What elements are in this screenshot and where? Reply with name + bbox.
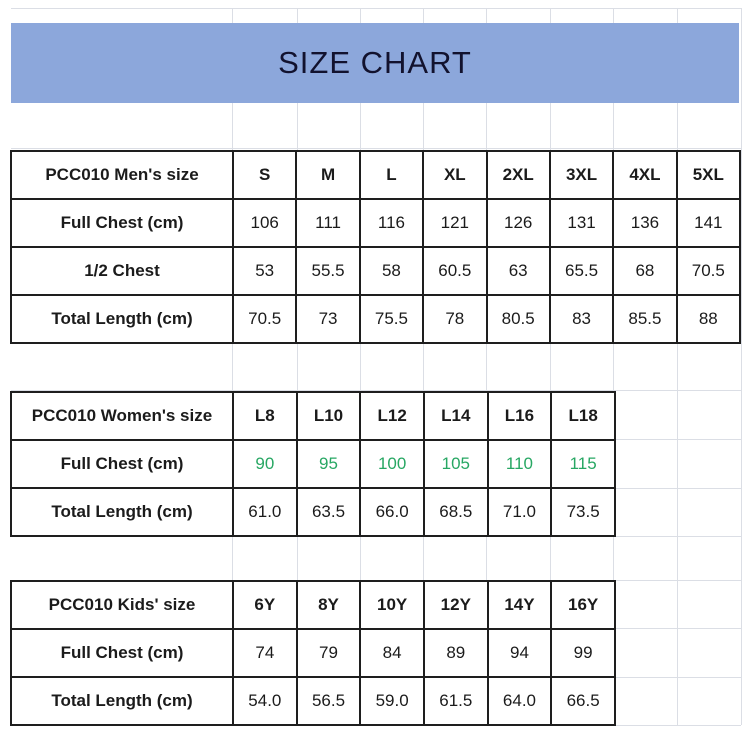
size-value-cell: 115 <box>551 440 615 488</box>
size-value-cell: 55.5 <box>296 247 359 295</box>
size-value-cell: 111 <box>296 199 359 247</box>
size-header-cell: L18 <box>551 392 615 440</box>
size-value-cell: 70.5 <box>677 247 740 295</box>
size-value-cell: 88 <box>677 295 740 343</box>
size-value-cell: 136 <box>613 199 676 247</box>
row-label-cell: 1/2 Chest <box>11 247 233 295</box>
size-value-cell: 58 <box>360 247 423 295</box>
size-header-cell: M <box>296 151 359 199</box>
size-header-cell: 10Y <box>360 581 424 629</box>
womens-size-table-grid <box>10 391 616 537</box>
size-value-cell: 66.5 <box>551 677 615 725</box>
size-header-cell: 5XL <box>677 151 740 199</box>
row-label-cell: Total Length (cm) <box>11 295 233 343</box>
size-header-cell: 6Y <box>233 581 297 629</box>
size-value-cell: 61.0 <box>233 488 297 536</box>
size-value-cell: 73 <box>296 295 359 343</box>
size-value-cell: 90 <box>233 440 297 488</box>
size-header-cell: 4XL <box>613 151 676 199</box>
size-value-cell: 68 <box>613 247 676 295</box>
row-label-cell: Full Chest (cm) <box>11 199 233 247</box>
womens-size-table <box>10 391 616 537</box>
size-value-cell: 71.0 <box>488 488 552 536</box>
size-header-cell: 8Y <box>297 581 361 629</box>
size-value-cell: 74 <box>233 629 297 677</box>
size-value-cell: 70.5 <box>233 295 296 343</box>
mens-size-table <box>10 150 741 344</box>
size-header-cell: L16 <box>488 392 552 440</box>
size-value-cell: 85.5 <box>613 295 676 343</box>
size-value-cell: 95 <box>297 440 361 488</box>
size-value-cell: 54.0 <box>233 677 297 725</box>
size-header-cell: L10 <box>297 392 361 440</box>
size-value-cell: 75.5 <box>360 295 423 343</box>
size-value-cell: 83 <box>550 295 613 343</box>
size-value-cell: 126 <box>487 199 550 247</box>
size-header-cell: 14Y <box>488 581 552 629</box>
faint-column-gridline <box>741 8 742 725</box>
size-value-cell: 79 <box>297 629 361 677</box>
faint-row-gridline <box>11 148 741 149</box>
size-header-cell: S <box>233 151 296 199</box>
size-value-cell: 73.5 <box>551 488 615 536</box>
size-header-cell: L12 <box>360 392 424 440</box>
size-value-cell: 80.5 <box>487 295 550 343</box>
size-value-cell: 100 <box>360 440 424 488</box>
size-value-cell: 110 <box>488 440 552 488</box>
row-label-cell: Full Chest (cm) <box>11 629 233 677</box>
page-title: SIZE CHART <box>278 45 472 80</box>
faint-row-gridline <box>11 8 741 9</box>
size-header-cell: L14 <box>424 392 488 440</box>
size-header-cell: L8 <box>233 392 297 440</box>
size-value-cell: 106 <box>233 199 296 247</box>
size-value-cell: 116 <box>360 199 423 247</box>
size-value-cell: 68.5 <box>424 488 488 536</box>
size-value-cell: 63 <box>487 247 550 295</box>
kids-size-table <box>10 580 616 726</box>
size-value-cell: 99 <box>551 629 615 677</box>
size-value-cell: 59.0 <box>360 677 424 725</box>
size-header-cell: 16Y <box>551 581 615 629</box>
faint-column-gridline <box>677 8 678 725</box>
row-label-cell: Total Length (cm) <box>11 677 233 725</box>
size-value-cell: 84 <box>360 629 424 677</box>
size-value-cell: 94 <box>488 629 552 677</box>
size-value-cell: 60.5 <box>423 247 486 295</box>
table-title-cell: PCC010 Kids' size <box>11 581 233 629</box>
size-header-cell: 3XL <box>550 151 613 199</box>
size-value-cell: 53 <box>233 247 296 295</box>
table-title-cell: PCC010 Men's size <box>11 151 233 199</box>
size-header-cell: 2XL <box>487 151 550 199</box>
size-chart-banner <box>11 23 739 103</box>
size-value-cell: 64.0 <box>488 677 552 725</box>
size-value-cell: 56.5 <box>297 677 361 725</box>
size-header-cell: 12Y <box>424 581 488 629</box>
kids-size-table-grid <box>10 580 616 726</box>
table-title-cell: PCC010 Women's size <box>11 392 233 440</box>
row-label-cell: Full Chest (cm) <box>11 440 233 488</box>
size-header-cell: XL <box>423 151 486 199</box>
size-value-cell: 121 <box>423 199 486 247</box>
size-value-cell: 89 <box>424 629 488 677</box>
size-value-cell: 61.5 <box>424 677 488 725</box>
size-value-cell: 65.5 <box>550 247 613 295</box>
size-value-cell: 105 <box>424 440 488 488</box>
size-header-cell: L <box>360 151 423 199</box>
size-value-cell: 78 <box>423 295 486 343</box>
size-value-cell: 131 <box>550 199 613 247</box>
row-label-cell: Total Length (cm) <box>11 488 233 536</box>
size-value-cell: 63.5 <box>297 488 361 536</box>
size-value-cell: 141 <box>677 199 740 247</box>
mens-size-table-grid <box>10 150 741 344</box>
size-value-cell: 66.0 <box>360 488 424 536</box>
